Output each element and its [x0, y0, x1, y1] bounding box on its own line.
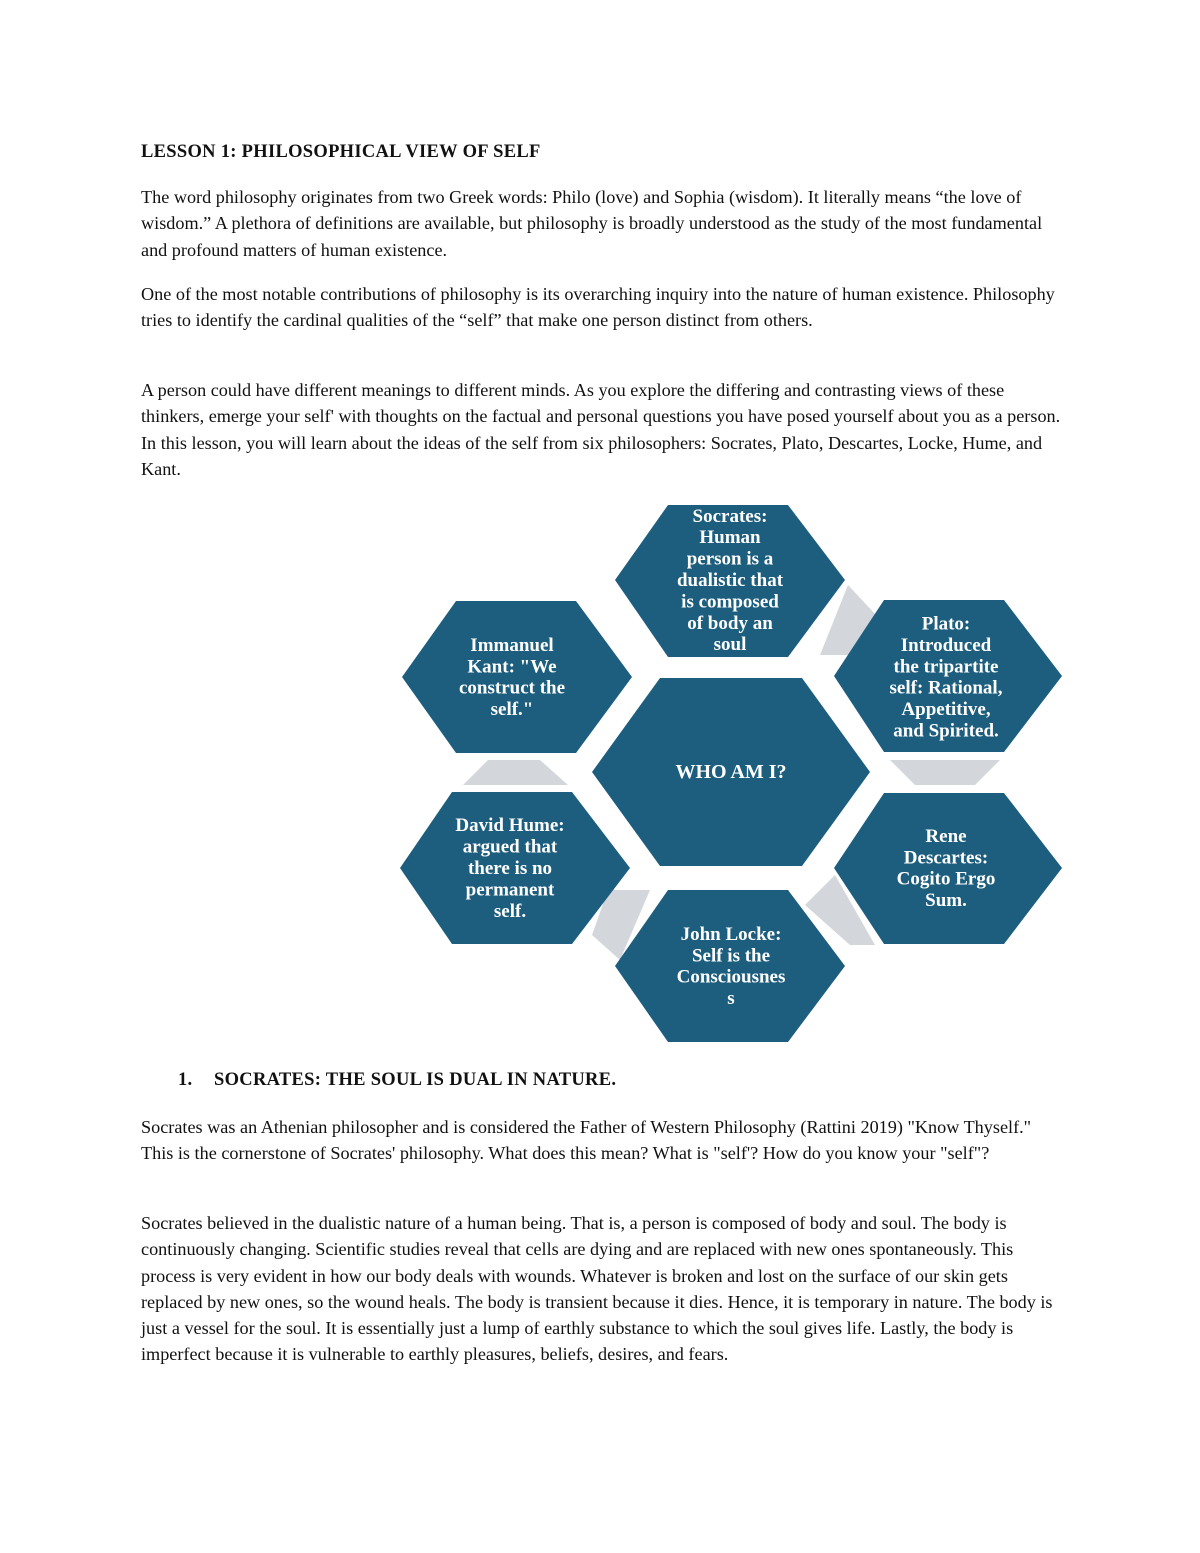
hexagon-text-line: Descartes:	[903, 847, 989, 869]
connector-hume-kant	[463, 760, 568, 785]
hexagon-text-line: Human	[699, 527, 761, 549]
section-1-title: SOCRATES: THE SOUL IS DUAL IN NATURE.	[214, 1070, 617, 1090]
section-1-paragraph-1: Socrates was an Athenian philosopher and is considered the Father of Western Philosophy (Rattini 2019) "Know Thyself." This is the cornerstone of Socrates' philosophy. What does this mean? What is "self'? How do you know your "self"?	[141, 1117, 1032, 1164]
connector-plato-descartes	[890, 760, 1000, 785]
hexagon-center-text	[675, 761, 786, 783]
hexagon-text-line: Cogito Ergo	[896, 868, 996, 890]
hexagon-text-line: s	[727, 988, 735, 1010]
hexagon-text-line: Immanuel	[470, 634, 554, 656]
intro-paragraph-3: A person could have different meanings to different minds. As you explore the differing and contrasting views of these thinkers, emerge your self' with thoughts on the factual and personal questions you have posed yourself about you as a person. In this lesson, you will learn about the ideas of the self from six philosophers: Socrates, Plato, Descartes, Locke, Hume, and Kant.	[141, 380, 1061, 479]
hexagon-text-line: person is a	[686, 548, 774, 570]
hexagon-text-line: dualistic that	[676, 570, 784, 591]
section-1-heading	[178, 1070, 616, 1091]
hexagon-text-line: Plato:	[921, 613, 971, 635]
hexagon-text-line: construct the	[458, 677, 566, 699]
hexagon-text-line: of body an	[687, 612, 773, 634]
hexagon-text-line: Socrates:	[692, 505, 768, 527]
lesson-title: LESSON 1: PHILOSOPHICAL VIEW OF SELF	[141, 142, 541, 162]
hexagon-text-line: there is no	[467, 858, 553, 879]
hexagon-text-line: Introduced	[900, 634, 992, 656]
hexagon-text-line: WHO AM I?	[675, 761, 787, 783]
hexagon-text-line: self: Rational,	[889, 677, 1003, 699]
hexagon-text-line: self.	[493, 900, 527, 922]
hexagon-text-line: Kant: "We	[467, 656, 557, 678]
hexagon-text-line: David Hume:	[455, 815, 565, 837]
hexagon-text-line: Appetitive,	[901, 699, 991, 721]
intro-paragraph-1: The word philosophy originates from two Greek words: Philo (love) and Sophia (wisdom). It literally means “the love of wisdom.” A plethora of definitions are available, but philosophy is broadly understood as the study of the most fundamental and profound matters of human existence.	[141, 187, 1043, 260]
section-1-paragraph-2: Socrates believed in the dualistic nature of a human being. That is, a person is composed of body and soul. The body is continuously changing. Scientific studies reveal that cells are dying and are replaced with new ones spontaneously. This process is very evident in how our body deals with wounds. Whatever is broken and lost on the surface of our skin gets replaced by new ones, so the wound heals. The body is transient because it dies. Hence, it is temporary in nature. The body is just a vessel for the soul. It is essentially just a lump of earthly substance to which the soul gives life. Lastly, the body is imperfect because it is vulnerable to earthly pleasures, beliefs, desires, and fears.	[141, 1213, 1053, 1365]
hexagon-text-line: Rene	[925, 825, 967, 847]
hexagon-text-line: Consciousnes	[676, 966, 786, 988]
section-1-number: 1.	[178, 1070, 193, 1090]
hexagon-text-line: permanent	[465, 879, 555, 901]
hexagon-text-line: and Spirited.	[893, 720, 999, 742]
hexagon-text-line: Self is the	[691, 945, 771, 967]
hexagon-text-line: Sum.	[925, 890, 967, 912]
hexagon-text-line: is composed	[681, 591, 779, 613]
hexagon-text-line: self."	[490, 699, 534, 721]
hexagon-text-line: John Locke:	[680, 923, 782, 945]
hexagon-text-line: argued that	[462, 836, 558, 858]
hexagon-text-line: soul	[713, 634, 747, 656]
intro-paragraph-2: One of the most notable contributions of philosophy is its overarching inquiry into the nature of human existence. Philosophy tries to identify the cardinal qualities of the “self” that make one person distinct from others.	[141, 284, 1055, 331]
hexagon-text-line: the tripartite	[893, 656, 999, 678]
